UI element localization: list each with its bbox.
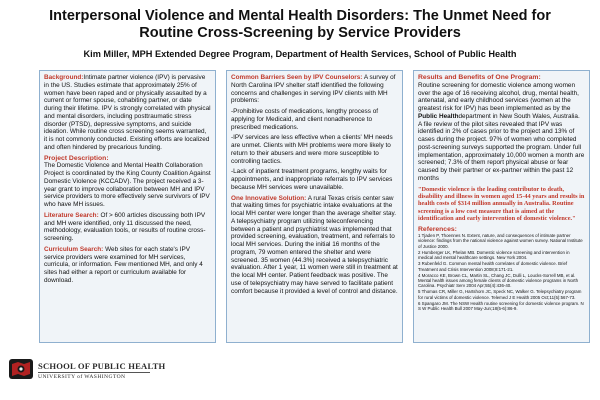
curriculum-text: Web sites for each state's IPV service providers were examined for MH services, curricula, or information. Few mentioned MH, and only 4 sites had either a report or curriculum available for download. <box>44 245 203 284</box>
project-heading: Project Description: <box>44 154 109 162</box>
references-list <box>418 233 585 311</box>
logo-divider <box>38 372 150 373</box>
barrier-item: -Lack of inpatient treatment programs, lengthy waits for appointments, and inappropriate referrals to IPV services because MH services were unavailable. <box>231 168 393 191</box>
literature-heading: Literature Search: <box>44 211 99 219</box>
background-heading: Background: <box>44 74 84 81</box>
results-text <box>418 82 585 183</box>
project-text: The Domestic Violence and Mental Health Collaboration Project is coordinated by the King County Coalition Against Domestic Violence (KCCADV). The project received a 3-year grant to improve collaboration between MH and IPV service providers to more effectively serve survivors of IPV who have MH issues. <box>44 162 211 208</box>
reference-item: 4 Moracco KE, Brown CL, Martin SL, Chang JC, Dulli L, Loucks-Sorrell MB, et al. Mental health issues among female clients of domestic violence programs in North Carolina. Psychiatr Serv 2004 Apr;55(4):436-40. <box>418 272 579 289</box>
reference-item: 5 Thomas CR, Miller G, Hartshorn JC, Speck NC, Walker G. Telepsychiatry program for rural victims of domestic violence. Telemed J E Health 2005 Oct;11(5):567-73. <box>418 289 582 300</box>
author-line: Kim Miller, MPH Extended Degree Program, Department of Health Services, School of Public Health <box>83 49 517 59</box>
literature-text: Of > 600 articles discussing both IPV and MH were identified, only 11 discussed the need, methodology, evaluation tools, or results of routine cross-screening. <box>44 211 206 242</box>
results-quote: "Domestic violence is the leading contributor to death, disability and illness in women aged 15-44 years and results in health costs of $314 million annually in Australia. Routine screening is a low cost measure that is aimed at the identification and early intervention of domestic violence." <box>418 185 585 223</box>
reference-item: 2 Humberger LK, Phelan MB. Domestic violence screening and intervention in medical and mental healthcare settings. New York 2004. <box>418 249 570 261</box>
barrier-item: -IPV services are less effective when a clients' MH needs are unmet. Clients with MH problems were more likely to return to their abusers and were more susceptible to controlling tactics. <box>231 134 393 165</box>
title-line-1: Interpersonal Violence and Mental Health Disorders: The Unmet Need for <box>49 8 551 24</box>
curriculum-heading: Curriculum Search: <box>44 245 104 253</box>
title-line-2: Routine Cross-Screening by Service Providers <box>139 25 461 41</box>
results-heading: Results and Benefits of One Program: <box>418 74 541 81</box>
background-section <box>44 74 211 152</box>
reference-item: 6 Spangaro JM. The NSW Health routine screening for domestic violence program. N S W Public Health Bull 2007 May-Jun;18(5-6):86-9. <box>418 300 584 311</box>
logo-school-name: SCHOOL OF PUBLIC HEALTH <box>38 361 166 371</box>
barriers-section <box>231 74 398 105</box>
results-text-part1: Routine screening for domestic violence among women over the age of 16 receiving alcohol, drug, mental health, antenatal, and early childhood services (women at the greatest risk for IPV) has been implemented as by the <box>418 81 579 112</box>
barrier-item: -Prohibitive costs of medications, lengthy process of applying for Medicaid, and client nonadherence to prescribed medications. <box>231 108 379 131</box>
curriculum-section <box>44 246 211 285</box>
reference-item: 1 Tjaden P, Thoennes N. Extent, nature, and consequences of intimate partner violence: findings from the national violence against women survey. National Institute of Justice 2000. <box>418 233 583 249</box>
results-text-bold: Public Health <box>418 112 459 120</box>
school-emblem-icon <box>8 356 34 382</box>
innovative-text: A rural Texas crisis center saw that waiting times for psychiatric intake evaluations at the local MH center were longer than the average shelter stay. A telepsychiatry program utilizing teleconferencing between a patient and psychiatrist was implemented that provided screening, evaluation, treatment, and referrals to local MH services. During the initial 16 months of the program, 79 women entered the shelter and were screened. 35 women (44.3%) received a telepsychiatric evaluation. After 1 year, 11 women were still in treatment at the local MH center. Patient feedback was positive. The use of telepsychiatry may have served to facilitate patient comfort because it provided a level of control and distance. <box>231 194 398 295</box>
results-text-part2: department in New South Wales, Australia. A file review of the pilot sites revealed that IPV was identified in 2% of cases prior to the project and 13% of cases during the project. 97% of women who completed post-screening surveys supported the program. Under full implementation, approximately 10,000 women a month are screened; 7.3% of them report physical abuse or fear caused by their partner or ex-partner within the past 12 months <box>418 112 585 182</box>
poster-header <box>0 8 600 60</box>
poster-title <box>0 8 600 42</box>
innovative-heading: One Innovative Solution: <box>231 194 307 202</box>
background-text: Intimate partner violence (IPV) is pervasive in the US. Studies estimate that approximately 25% of women have been raped and or physically assaulted by a current or former spouse, cohabiting partner, or date during their lifetime. IPV is strongly correlated with physical and mental disorders, including posttraumatic stress disorder (PTSD), depressive symptoms, and suicide ideation. While routine cross screening seems warranted, it is not commonly conducted. Existing efforts are localized and often hindered by precarious funding. <box>44 74 211 151</box>
literature-section <box>44 212 211 243</box>
logo-university-name: UNIVERSITY of WASHINGTON <box>38 374 126 380</box>
barriers-intro: A survey of North Carolina IPV shelter staff identified the following concerns and challenges in serving IPV clients with MH problems: <box>231 74 396 105</box>
column-left <box>39 70 216 343</box>
references-heading: References: <box>418 225 457 233</box>
column-middle <box>226 70 403 343</box>
innovative-section <box>231 195 398 296</box>
column-right <box>413 70 590 343</box>
barriers-heading: Common Barriers Seen by IPV Counselors: <box>231 74 363 81</box>
university-logo <box>8 352 166 392</box>
reference-item: 3 Rubenfeld G. Common mental health correlates of domestic violence. Brief Treatment and Crisis Intervention 2008;8:171-21. <box>418 261 568 272</box>
